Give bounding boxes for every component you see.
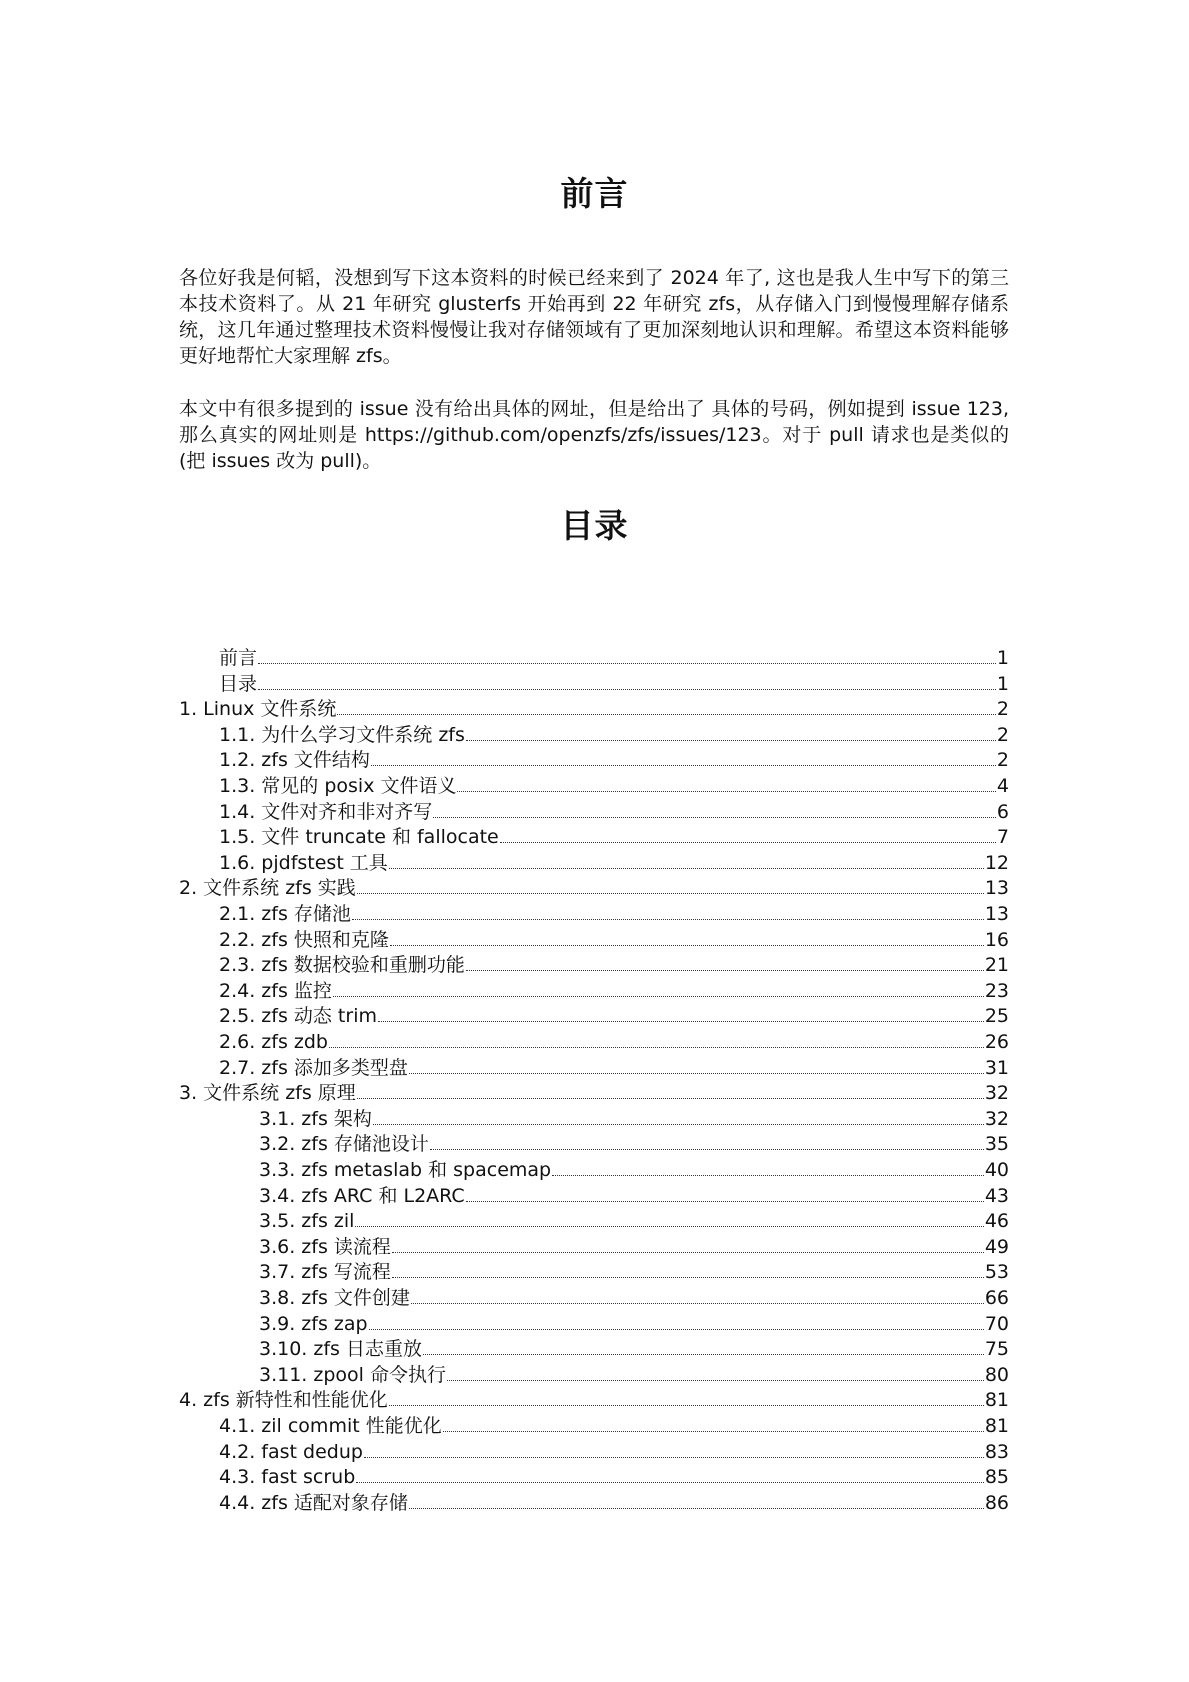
toc-entry[interactable] <box>219 1490 1009 1516</box>
toc-entry-page-number: 81 <box>984 1415 1009 1437</box>
toc-entry[interactable] <box>259 1259 1009 1285</box>
toc-dot-leader <box>447 1380 984 1381</box>
toc-entry-title: 2.2. zfs 快照和克隆 <box>219 928 389 951</box>
toc-dot-leader <box>355 1226 983 1227</box>
toc-entry[interactable] <box>259 1183 1009 1209</box>
toc-dot-leader <box>258 663 996 664</box>
toc-entry-page-number: 1 <box>996 647 1009 669</box>
toc-dot-leader <box>356 1482 984 1483</box>
toc-entry-page-number: 40 <box>984 1159 1009 1181</box>
toc-dot-leader <box>466 1201 984 1202</box>
toc-entry[interactable] <box>219 1439 1009 1465</box>
toc-entry-title: 3.1. zfs 架构 <box>259 1107 372 1130</box>
toc-entry-page-number: 7 <box>996 826 1009 849</box>
toc-entry-page-number: 35 <box>984 1133 1009 1156</box>
toc-dot-leader <box>258 689 996 690</box>
toc-entry[interactable] <box>219 773 1009 799</box>
toc-entry-title: 1. Linux 文件系统 <box>179 698 337 721</box>
toc-dot-leader <box>389 1405 984 1406</box>
toc-entry-title: 3.6. zfs 读流程 <box>259 1235 391 1258</box>
toc-dot-leader <box>466 740 996 741</box>
toc-entry[interactable] <box>219 978 1009 1004</box>
toc-entry-page-number: 4 <box>996 775 1009 797</box>
toc-entry-page-number: 81 <box>984 1389 1009 1412</box>
toc-entry-title: 目录 <box>219 672 258 695</box>
toc-entry-page-number: 26 <box>984 1031 1009 1053</box>
toc-entry-title: 3.11. zpool 命令执行 <box>259 1363 446 1386</box>
toc-entry[interactable] <box>259 1106 1009 1132</box>
toc-title: 目录 <box>560 506 629 545</box>
toc-entry[interactable] <box>219 1464 1009 1490</box>
toc-entry-title: 4.3. fast scrub <box>219 1466 356 1489</box>
toc-entry[interactable] <box>219 1055 1009 1081</box>
toc-entry[interactable] <box>179 696 1009 722</box>
toc-entry[interactable] <box>219 671 1009 697</box>
toc-entry-page-number: 53 <box>984 1261 1009 1284</box>
toc-dot-leader <box>409 1073 984 1074</box>
toc-entry[interactable] <box>259 1285 1009 1311</box>
toc-entry-title: 4. zfs 新特性和性能优化 <box>179 1389 388 1412</box>
toc-dot-leader <box>552 1175 984 1176</box>
toc-dot-leader <box>389 868 984 869</box>
toc-entry[interactable] <box>219 1029 1009 1055</box>
toc-entry[interactable] <box>259 1336 1009 1362</box>
toc-entry-title: 1.5. 文件 truncate 和 fallocate <box>219 826 499 849</box>
toc-entry-page-number: 66 <box>984 1287 1009 1309</box>
toc-dot-leader <box>392 1277 984 1278</box>
toc-entry-page-number: 2 <box>996 749 1009 772</box>
toc-entry-page-number: 32 <box>984 1082 1009 1105</box>
toc-entry-title: 3.8. zfs 文件创建 <box>259 1287 410 1309</box>
toc-entry-page-number: 13 <box>984 903 1009 925</box>
toc-dot-leader <box>371 765 996 766</box>
toc-entry[interactable] <box>219 1413 1009 1439</box>
toc-entry[interactable] <box>219 927 1009 953</box>
toc-entry-page-number: 2 <box>996 723 1009 746</box>
toc-entry-title: 2. 文件系统 zfs 实践 <box>179 877 356 900</box>
toc-dot-leader <box>409 1508 984 1509</box>
toc-entry-title: 2.6. zfs zdb <box>219 1031 328 1053</box>
toc-dot-leader <box>357 893 984 894</box>
toc-entry[interactable] <box>179 1387 1009 1413</box>
toc-dot-leader <box>443 1431 984 1432</box>
toc-entry-title: 3.5. zfs zil <box>259 1210 355 1233</box>
toc-dot-leader <box>378 1021 984 1022</box>
toc-entry[interactable] <box>259 1131 1009 1157</box>
toc-dot-leader <box>392 1252 984 1253</box>
toc-entry-title: 4.1. zil commit 性能优化 <box>219 1415 442 1437</box>
toc-dot-leader <box>500 842 996 843</box>
toc-entry-page-number: 75 <box>984 1338 1009 1361</box>
toc-entry[interactable] <box>219 799 1009 825</box>
toc-entry-page-number: 23 <box>984 979 1009 1002</box>
toc-entry[interactable] <box>219 722 1009 748</box>
toc-dot-leader <box>457 791 995 792</box>
toc-entry-title: 2.7. zfs 添加多类型盘 <box>219 1056 408 1079</box>
toc-entry-title: 1.1. 为什么学习文件系统 zfs <box>219 723 465 746</box>
toc-dot-leader <box>373 1124 984 1125</box>
toc-entry-page-number: 70 <box>984 1312 1009 1335</box>
toc-entry-page-number: 80 <box>984 1363 1009 1386</box>
toc-entry[interactable] <box>259 1311 1009 1337</box>
toc-entry[interactable] <box>219 645 1009 671</box>
toc-entry-page-number: 31 <box>984 1056 1009 1079</box>
toc-entry[interactable] <box>219 747 1009 773</box>
toc-entry[interactable] <box>179 1080 1009 1106</box>
toc-dot-leader <box>329 1047 984 1048</box>
toc-entry[interactable] <box>259 1234 1009 1260</box>
toc-entry-page-number: 25 <box>984 1005 1009 1028</box>
toc-entry-title: 3.7. zfs 写流程 <box>259 1261 391 1284</box>
toc-entry-page-number: 21 <box>984 954 1009 977</box>
toc-entry-page-number: 12 <box>984 851 1009 874</box>
toc-entry-page-number: 16 <box>984 928 1009 951</box>
toc-entry[interactable] <box>219 1003 1009 1029</box>
toc-dot-leader <box>430 1149 984 1150</box>
toc-dot-leader <box>337 714 996 715</box>
toc-entry[interactable] <box>259 1362 1009 1388</box>
toc-entry[interactable] <box>219 824 1009 850</box>
preface-title: 前言 <box>560 174 629 213</box>
toc-entry-title: 1.3. 常见的 posix 文件语义 <box>219 775 457 797</box>
toc-entry[interactable] <box>259 1157 1009 1183</box>
preface-paragraph: 各位好我是何韬，没想到写下这本资料的时候已经来到了 2024 年了, 这也是我人生中写下的第三本技术资料了。从 21 年研究 glusterfs 开始再到 22 年研究 zfs，从存储入门到慢慢理解存储系统，这几年通过整理技术资料慢慢让我对存储领域有了更加深刻地认识和理解。希望这本资料能够更好地帮忙大家理解 zfs。 <box>179 267 1009 367</box>
toc-entry[interactable] <box>219 952 1009 978</box>
toc-dot-leader <box>369 1329 984 1330</box>
toc-entry-title: 1.4. 文件对齐和非对齐写 <box>219 800 433 823</box>
toc-entry-title: 3.9. zfs zap <box>259 1312 368 1335</box>
toc-entry-title: 3. 文件系统 zfs 原理 <box>179 1082 356 1105</box>
toc-entry-page-number: 49 <box>984 1235 1009 1258</box>
toc-entry[interactable] <box>219 901 1009 927</box>
toc-entry-page-number: 6 <box>996 800 1009 823</box>
toc-entry[interactable] <box>179 875 1009 901</box>
toc-entry-title: 前言 <box>219 647 258 669</box>
preface-paragraph: 本文中有很多提到的 issue 没有给出具体的网址，但是给出了 具体的号码，例如提到 issue 123,那么真实的网址则是 https://github.com/openzfs/zfs/issues/123。对于 pull 请求也是类似的(把 issues 改为 pull)。 <box>179 398 1009 472</box>
toc-entry-title: 2.3. zfs 数据校验和重删功能 <box>219 954 465 977</box>
toc-dot-leader <box>423 1354 984 1355</box>
toc-entry-title: 1.2. zfs 文件结构 <box>219 749 370 772</box>
toc-entry-page-number: 85 <box>984 1466 1009 1489</box>
toc-dot-leader <box>352 919 984 920</box>
toc-entry-title: 4.2. fast dedup <box>219 1440 363 1463</box>
toc-entry-page-number: 32 <box>984 1107 1009 1130</box>
toc-entry[interactable] <box>219 850 1009 876</box>
toc-entry-page-number: 43 <box>984 1184 1009 1207</box>
toc-entry-title: 3.10. zfs 日志重放 <box>259 1338 422 1361</box>
toc-entry[interactable] <box>259 1208 1009 1234</box>
toc-dot-leader <box>364 1457 984 1458</box>
toc-entry-title: 2.4. zfs 监控 <box>219 979 332 1002</box>
toc-dot-leader <box>333 996 984 997</box>
toc-dot-leader <box>390 945 984 946</box>
toc-entry-page-number: 83 <box>984 1440 1009 1463</box>
toc-entry-page-number: 13 <box>984 877 1009 900</box>
toc-entry-title: 3.3. zfs metaslab 和 spacemap <box>259 1159 552 1181</box>
toc-entry-title: 4.4. zfs 适配对象存储 <box>219 1491 408 1514</box>
toc-dot-leader <box>433 817 996 818</box>
toc-entry-title: 1.6. pjdfstest 工具 <box>219 851 388 874</box>
toc-entry-page-number: 86 <box>984 1491 1009 1514</box>
toc-dot-leader <box>411 1303 984 1304</box>
toc-dot-leader <box>357 1098 984 1099</box>
toc-entry-title: 3.2. zfs 存储池设计 <box>259 1133 429 1156</box>
toc-entry-page-number: 2 <box>996 698 1009 721</box>
toc-dot-leader <box>466 970 984 971</box>
toc-entry-page-number: 46 <box>984 1210 1009 1233</box>
toc-entry-title: 2.1. zfs 存储池 <box>219 903 351 925</box>
toc-entry-title: 3.4. zfs ARC 和 L2ARC <box>259 1184 465 1207</box>
toc-entry-page-number: 1 <box>996 672 1009 695</box>
toc-entry-title: 2.5. zfs 动态 trim <box>219 1005 377 1028</box>
